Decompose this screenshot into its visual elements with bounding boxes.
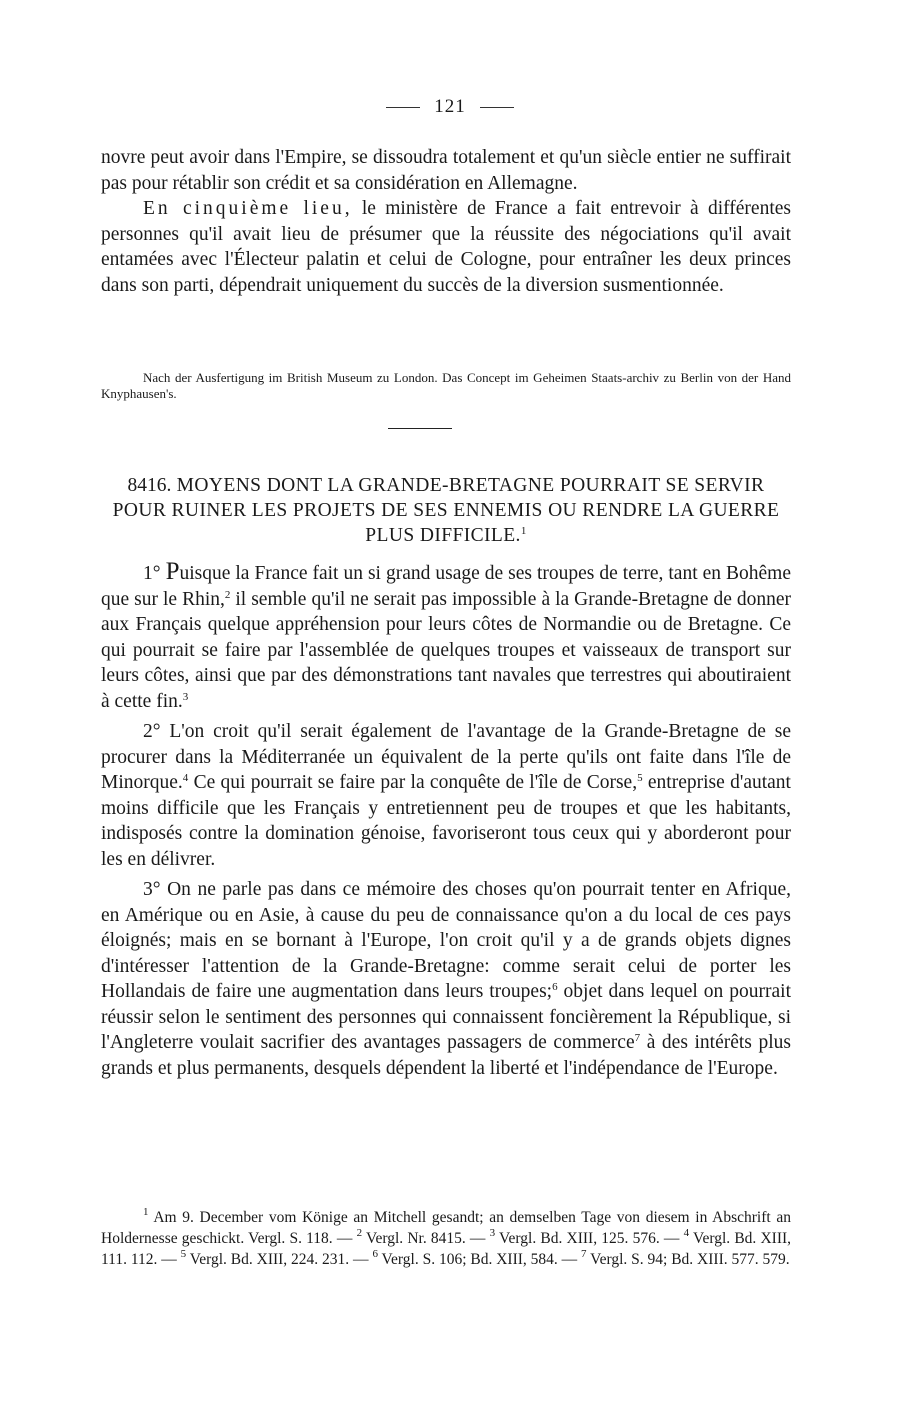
- footnote-text: Vergl. S. 94; Bd. XIII. 577. 579.: [586, 1251, 790, 1268]
- section-text: objet dans lequel on pourrait réussir selon le sentiment des personnes qui connaissent foncièrement la République, si l'Angleterre voulait sacrifier des avantages passagers de commerce: [101, 981, 791, 1053]
- section-text: à des intérêts plus grands et plus permanents, desquels dépendent la liberté et l'indépendance de l'Europe.: [101, 1032, 791, 1079]
- section-text: il semble qu'il ne serait pas impossible à la Grande-Bretagne de donner aux Français quelque appréhension pour leurs côtes de Normandie ou de Bretagne. Ce qui pourrait se faire par l'assemblée de quelques troupes et vaisseaux de transport sur leurs côtes, ainsi que par des démonstrations tant navales que terrestres qui aboutiraient à cette fin.: [101, 588, 792, 712]
- footnote-ref: 4: [182, 772, 189, 784]
- document-title: MOYENS DONT LA GRANDE-BRETAGNE POURRAIT SE SERVIR POUR RUINER LES PROJETS DE SES ENNEMIS OU RENDRE LA GUERRE PLUS DIFFICILE.: [112, 475, 780, 546]
- section-text: uisque la France fait un si grand usage de ses troupes de terre, tant en Bohême que sur le Rhin,: [101, 563, 792, 610]
- section-2: [101, 719, 791, 872]
- document-heading: [101, 473, 791, 548]
- footnote-marker: 2: [356, 1227, 363, 1239]
- section-3: [101, 877, 791, 1081]
- footnote-block: [101, 1207, 791, 1270]
- footnote-marker: 3: [489, 1227, 496, 1239]
- section-text: L'on croit qu'il serait également de l'avantage de la Grande-Bretagne de se procurer dans la Méditerranée un équivalent de la perte qu'ils ont faite dans l'île de Minorque.: [101, 721, 791, 793]
- header-dash-left: [386, 107, 420, 108]
- running-header: [0, 96, 900, 118]
- section-divider: [388, 428, 452, 429]
- footnote-text: Vergl. Bd. XIII, 111. 112. —: [101, 1230, 792, 1268]
- section-text: entreprise d'autant moins difficile que les Français y entretiennent peu de troupes et que les habitants, indisposés contre la domination génoise, favoriseront tous ceux qui y aborderont pour les en délivrer.: [101, 772, 791, 870]
- footnotes: [101, 1207, 791, 1270]
- document-body: [101, 559, 791, 1086]
- footnote-ref: 2: [224, 588, 231, 601]
- continued-text: [101, 145, 791, 298]
- footnote-marker: 1: [143, 1206, 149, 1218]
- spaced-lead: En cinquième lieu,: [143, 198, 353, 219]
- footnote-ref: 3: [182, 690, 189, 703]
- drop-initial: P: [165, 558, 180, 585]
- section-marker: 3°: [143, 879, 161, 900]
- continued-paragraph: novre peut avoir dans l'Empire, se dissoudra totalement et qu'un siècle entier ne suffirait pas pour rétablir son crédit et sa considération en Allemagne.: [101, 147, 791, 194]
- footnote-marker: 4: [683, 1227, 690, 1239]
- footnote-text: Vergl. Bd. XIII, 125. 576. —: [495, 1230, 684, 1247]
- footnote-ref: 1: [520, 525, 527, 537]
- section-marker: 1°: [143, 563, 161, 584]
- paragraph-text: le ministère de France a fait entrevoir à différentes personnes qu'il avait lieu de présumer que la réussite des négociations qu'il avait entamées avec l'Électeur palatin et celui de Cologne, pour entraîner les deux princes dans son parti, dépendrait uniquement du succès de la diversion susmentionnée.: [101, 198, 791, 296]
- section-text: Ce qui pourrait se faire par la conquête de l'île de Corse,: [188, 772, 638, 793]
- footnote-ref: 6: [552, 981, 558, 993]
- section-marker: 2°: [143, 721, 161, 742]
- header-dash-right: [480, 107, 514, 108]
- footnote-ref: 7: [634, 1032, 641, 1044]
- footnote-text: Vergl. S. 106; Bd. XIII, 584. —: [377, 1251, 582, 1268]
- footnote-text: Vergl. Bd. XIII, 224. 231. —: [186, 1251, 373, 1268]
- source-note: Nach der Ausfertigung im British Museum zu London. Das Concept im Geheimen Staats-archiv zu Berlin von der Hand Knyphausen's.: [101, 370, 791, 401]
- page-number: 121: [434, 96, 466, 117]
- footnote-ref: 5: [637, 772, 643, 784]
- section-text: On ne parle pas dans ce mémoire des choses qu'on pourrait tenter en Afrique, en Amérique ou en Asie, à cause du peu de connaissance qu'on a du local de ces pays éloignés; mais en se bornant à l'Europe, l'on croit qu'il y a de grands objets dignes d'intéresser l'attention de la Grande-Bretagne: comme serait celui de porter les Hollandais de faire une augmentation dans leurs troupes;: [101, 879, 791, 1002]
- footnote-marker: 7: [581, 1248, 587, 1260]
- footnote-text: Vergl. Nr. 8415. —: [362, 1230, 490, 1247]
- document-number: 8416.: [127, 475, 172, 496]
- paragraph-fifth-point: [101, 196, 791, 298]
- footnote-marker: 6: [372, 1248, 378, 1260]
- section-1: [101, 559, 791, 714]
- footnote-text: Am 9. December vom Könige an Mitchell gesandt; an demselben Tage von diesem in Abschrift an Holdernesse geschickt. Vergl. S. 118. —: [101, 1209, 791, 1247]
- footnote-marker: 5: [180, 1248, 187, 1260]
